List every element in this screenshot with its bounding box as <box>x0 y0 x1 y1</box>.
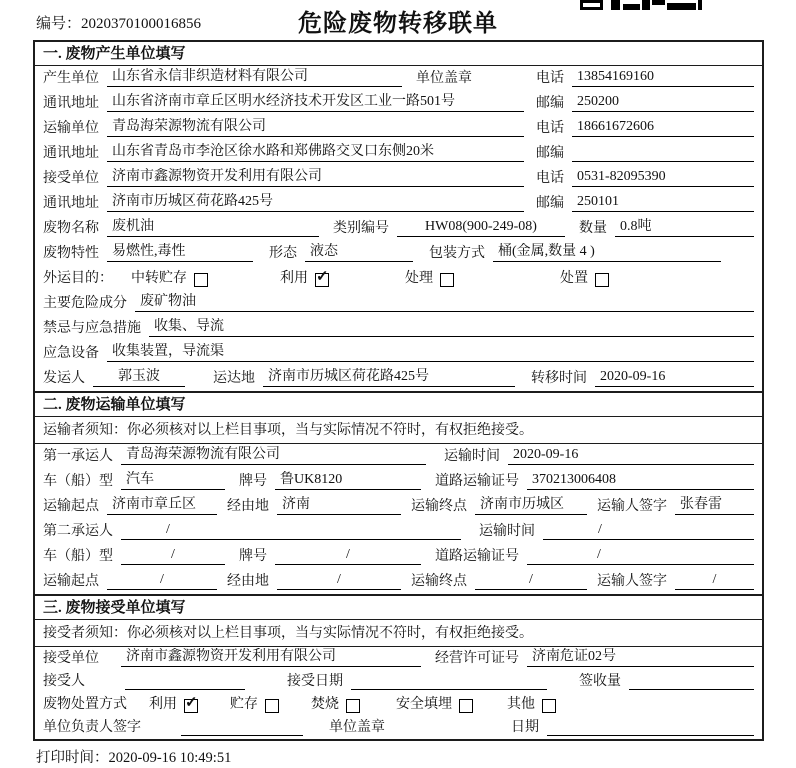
vehicle-label: 车（船）型 <box>43 474 113 489</box>
quantity-value: 0.8吨 <box>615 218 754 237</box>
row-route2 <box>35 569 762 594</box>
chief-sign-value <box>181 734 303 736</box>
purpose-option-label: 处理 <box>405 271 433 286</box>
row-emergency-measures <box>35 316 762 341</box>
purpose-label: 外运目的： <box>43 271 113 286</box>
permit-label: 道路运输证号 <box>435 474 519 489</box>
category-label: 类别编号 <box>333 221 389 236</box>
row-hazard-components <box>35 291 762 316</box>
row-receiver-address <box>35 191 762 216</box>
producer-zip-value: 250200 <box>572 93 754 112</box>
carrier-sign-label: 运输人签字 <box>597 574 667 589</box>
purpose-option-transfer-storage <box>131 270 208 287</box>
shipper-label: 发运人 <box>43 371 85 386</box>
row-receiver <box>35 166 762 191</box>
received-qty-value <box>629 688 754 690</box>
disposal-option-label: 其他 <box>507 697 535 712</box>
origin1-value: 济南市章丘区 <box>107 496 217 515</box>
purpose-option-treat <box>405 270 454 287</box>
disposal-option-other <box>507 696 556 713</box>
form-label: 形态 <box>269 246 297 261</box>
origin2-value: / <box>107 571 217 590</box>
shipper-value: 郭玉波 <box>93 368 185 387</box>
row-vehicle2 <box>35 544 762 569</box>
carrier-sign-label: 运输人签字 <box>597 499 667 514</box>
end1-value: 济南市历城区 <box>475 496 587 515</box>
disposal-option-label: 安全填埋 <box>396 697 452 712</box>
transporter-label: 运输单位 <box>43 121 99 136</box>
destination-value: 济南市历城区荷花路425号 <box>263 368 515 387</box>
purpose-option-label: 处置 <box>560 271 588 286</box>
row-shipper <box>35 366 762 391</box>
purpose-option-utilize <box>280 270 329 287</box>
permit1-value: 370213006408 <box>527 471 754 490</box>
unit-seal-label: 单位盖章 <box>329 720 385 735</box>
transporter-value: 青岛海荣源物流有限公司 <box>107 118 524 137</box>
row-route1 <box>35 494 762 519</box>
print-time <box>36 741 796 767</box>
purpose-option-label: 中转贮存 <box>131 271 187 286</box>
form-number-label: 编号： <box>36 16 82 32</box>
checkbox-disposal-other <box>542 699 556 713</box>
transporter-zip-value <box>572 160 754 162</box>
quantity-label: 数量 <box>579 221 607 236</box>
row-emergency-equipment <box>35 341 762 366</box>
form-number-value: 2020370100016856 <box>81 16 202 32</box>
producer-phone-value: 13854169160 <box>572 68 754 87</box>
zip-label: 邮编 <box>536 196 564 211</box>
disposal-option-landfill <box>396 696 473 713</box>
producer-address-value: 山东省济南市章丘区明水经济技术开发区工业一路501号 <box>107 93 524 112</box>
permit-label: 道路运输证号 <box>435 549 519 564</box>
equipment-label: 应急设备 <box>43 346 99 361</box>
carrier-sign1-value: 张春雷 <box>675 496 754 515</box>
plate-label: 牌号 <box>239 549 267 564</box>
purpose-option-dispose <box>560 270 609 287</box>
equipment-value: 收集装置，导流渠 <box>107 343 754 362</box>
received-qty-label: 签收量 <box>579 674 621 689</box>
plate2-value: / <box>275 546 421 565</box>
category-value: HW08(900-249-08) <box>397 218 565 237</box>
address-label: 通讯地址 <box>43 196 99 211</box>
transport-time-label: 运输时间 <box>479 524 535 539</box>
carrier2-value: / <box>121 521 461 540</box>
row-waste-characteristics <box>35 241 762 266</box>
row-second-carrier <box>35 519 762 544</box>
waste-name-value: 废机油 <box>107 218 319 237</box>
carrier1-value: 青岛海荣源物流有限公司 <box>121 446 426 465</box>
carrier2-label: 第二承运人 <box>43 524 113 539</box>
row-transporter-address <box>35 141 762 166</box>
zip-label: 邮编 <box>536 146 564 161</box>
hazard-label: 主要危险成分 <box>43 296 127 311</box>
vehicle-label: 车（船）型 <box>43 549 113 564</box>
disposal-option-incinerate <box>311 696 360 713</box>
chief-sign-label: 单位负责人签字 <box>43 720 141 735</box>
row-waste-name <box>35 216 762 241</box>
characteristics-value: 易燃性,毒性 <box>107 243 253 262</box>
checkbox-disposal-utilize <box>184 699 198 713</box>
accept-unit-label: 接受单位 <box>43 651 99 666</box>
zip-label: 邮编 <box>536 96 564 111</box>
plate1-value: 鲁UK8120 <box>275 471 421 490</box>
acceptor-label: 接受人 <box>43 674 85 689</box>
via1-value: 济南 <box>277 496 401 515</box>
transporter-address-value: 山东省青岛市李沧区徐水路和郑佛路交叉口东侧20米 <box>107 143 524 162</box>
row-chief-signature <box>35 716 762 739</box>
disposal-option-store <box>230 696 279 713</box>
disposal-option-utilize <box>149 696 198 713</box>
row-accept-unit <box>35 647 762 670</box>
row-first-carrier <box>35 444 762 469</box>
checkbox-disposal-store <box>265 699 279 713</box>
row-acceptor <box>35 670 762 693</box>
permit2-value: / <box>527 546 754 565</box>
license-label: 经营许可证号 <box>435 651 519 666</box>
section-receiver <box>35 594 762 739</box>
date-label: 日期 <box>511 720 539 735</box>
transfer-time-label: 转移时间 <box>531 371 587 386</box>
row-producer <box>35 66 762 91</box>
checkbox-treat <box>440 273 454 287</box>
transfer-time-value: 2020-09-16 <box>595 368 754 387</box>
accept-unit-value: 济南市鑫源物资开发利用有限公司 <box>121 648 421 667</box>
end-label: 运输终点 <box>411 574 467 589</box>
carrier-sign2-value: / <box>675 571 754 590</box>
carrier1-label: 第一承运人 <box>43 449 113 464</box>
destination-label: 运达地 <box>213 371 255 386</box>
packaging-value: 桶(金属,数量 4 ) <box>493 243 721 262</box>
end-label: 运输终点 <box>411 499 467 514</box>
checkbox-dispose <box>595 273 609 287</box>
disposal-option-label: 利用 <box>149 697 177 712</box>
address-label: 通讯地址 <box>43 146 99 161</box>
row-vehicle1 <box>35 469 762 494</box>
form-value: 液态 <box>305 243 413 262</box>
checkbox-utilize <box>315 273 329 287</box>
section-transporter <box>35 391 762 594</box>
phone-label: 电话 <box>536 171 564 186</box>
section3-title: 三. 废物接受单位填写 <box>35 596 762 620</box>
print-time-value: 2020-09-16 10:49:51 <box>108 750 232 766</box>
via-label: 经由地 <box>227 574 269 589</box>
phone-label: 电话 <box>536 121 564 136</box>
accept-date-label: 接受日期 <box>287 674 343 689</box>
print-time-label: 打印时间： <box>36 750 109 766</box>
unit-seal-label: 单位盖章 <box>416 71 472 86</box>
disposal-option-label: 贮存 <box>230 697 258 712</box>
transport-time1-value: 2020-09-16 <box>508 446 754 465</box>
qr-code-fragment <box>580 0 702 10</box>
page-title: 危险废物转移联单 <box>298 11 498 37</box>
license-value: 济南危证02号 <box>527 648 754 667</box>
transporter-phone-value: 18661672606 <box>572 118 754 137</box>
row-producer-address <box>35 91 762 116</box>
receiver-notice: 接受者须知：你必须核对以上栏目事项，当与实际情况不符时，有权拒绝接受。 <box>35 620 762 647</box>
address-label: 通讯地址 <box>43 96 99 111</box>
row-transport-purpose <box>35 266 762 291</box>
emergency-value: 收集、导流 <box>149 318 754 337</box>
checkbox-disposal-incinerate <box>346 699 360 713</box>
row-disposal-method <box>35 693 762 716</box>
row-transporter <box>35 116 762 141</box>
phone-label: 电话 <box>536 71 564 86</box>
transport-time-label: 运输时间 <box>444 449 500 464</box>
plate-label: 牌号 <box>239 474 267 489</box>
characteristics-label: 废物特性 <box>43 246 99 261</box>
receiver-phone-value: 0531-82095390 <box>572 168 754 187</box>
section-producer <box>35 42 762 391</box>
date-value <box>547 734 754 736</box>
producer-value: 山东省永信非织造材料有限公司 <box>107 68 402 87</box>
via-label: 经由地 <box>227 499 269 514</box>
emergency-label: 禁忌与应急措施 <box>43 321 141 336</box>
checkbox-disposal-landfill <box>459 699 473 713</box>
section2-title: 二. 废物运输单位填写 <box>35 393 762 417</box>
receiver-value: 济南市鑫源物资开发利用有限公司 <box>107 168 524 187</box>
disposal-option-label: 焚烧 <box>311 697 339 712</box>
packaging-label: 包装方式 <box>429 246 485 261</box>
receiver-label: 接受单位 <box>43 171 99 186</box>
receiver-address-value: 济南市历城区荷花路425号 <box>107 193 524 212</box>
waste-name-label: 废物名称 <box>43 221 99 236</box>
checkbox-transfer-storage <box>194 273 208 287</box>
transporter-notice: 运输者须知：你必须核对以上栏目事项，当与实际情况不符时，有权拒绝接受。 <box>35 417 762 444</box>
document-header <box>0 0 796 40</box>
manifest-table <box>33 40 764 741</box>
receiver-zip-value: 250101 <box>572 193 754 212</box>
disposal-label: 废物处置方式 <box>43 697 127 712</box>
transport-time2-value: / <box>543 521 754 540</box>
producer-label: 产生单位 <box>43 71 99 86</box>
origin-label: 运输起点 <box>43 574 99 589</box>
acceptor-value <box>125 688 245 690</box>
hazard-value: 废矿物油 <box>135 293 754 312</box>
vehicle1-value: 汽车 <box>121 471 225 490</box>
accept-date-value <box>351 688 547 690</box>
vehicle2-value: / <box>121 546 225 565</box>
origin-label: 运输起点 <box>43 499 99 514</box>
end2-value: / <box>475 571 587 590</box>
via2-value: / <box>277 571 401 590</box>
purpose-option-label: 利用 <box>280 271 308 286</box>
section1-title: 一. 废物产生单位填写 <box>35 42 762 66</box>
